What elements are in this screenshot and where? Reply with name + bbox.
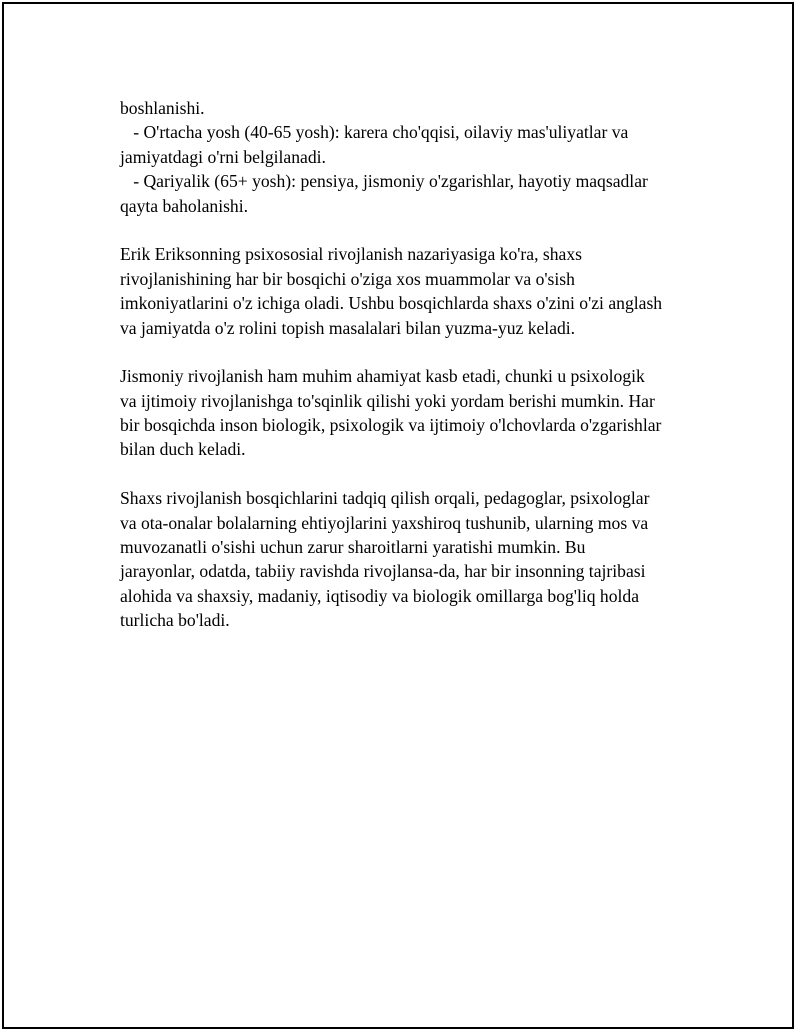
text-line: va ijtimoiy rivojlanishga to'sqinlik qilishi yoki yordam berishi mumkin. Har [120,390,655,411]
text-line: Erik Eriksonning psixososial rivojlanish nazariyasiga ko'ra, shaxs [120,244,582,265]
text-line: Shaxs rivojlanish bosqichlarini tadqiq qilish orqali, pedagoglar, psixologlar [120,488,650,509]
paragraph-gap [120,340,710,364]
text-line: bir bosqichda inson biologik, psixologik va ijtimoiy o'lchovlarda o'zgarishlar [120,415,662,436]
text-line: turlicha bo'ladi. [120,610,230,631]
page-frame [2,2,794,1029]
text-line: va jamiyatda o'z rolini topish masalalari bilan yuzma-yuz keladi. [120,317,576,338]
document-body [120,96,710,633]
text-line: Jismoniy rivojlanish ham muhim ahamiyat kasb etadi, chunki u psixologik [120,366,645,387]
text-line: qayta baholanishi. [120,195,249,216]
text-line: muvozanatli o'sishi uchun zarur sharoitlarni yaratishi mumkin. Bu [120,537,586,558]
text-line: bilan duch keladi. [120,439,246,460]
paragraph-gap [120,462,710,486]
text-line: boshlanishi. [120,98,205,118]
text-line: jamiyatdagi o'rni belgilanadi. [120,146,326,167]
paragraph-physical-development [120,364,710,462]
text-line: - Qariyalik (65+ yosh): pensiya, jismoniy o'zgarishlar, hayotiy maqsadlar [120,171,648,192]
text-line: imkoniyatlarini o'z ichiga oladi. Ushbu bosqichlarda shaxs o'zini o'zi anglash [120,293,663,314]
text-line: - O'rtacha yosh (40-65 yosh): karera cho'qqisi, oilaviy mas'uliyatlar va [120,122,629,143]
paragraph-life-stages [120,96,710,218]
text-line: va ota-onalar bolalarning ehtiyojlarini yaxshiroq tushunib, ularning mos va [120,512,649,533]
paragraph-erikson-theory [120,242,710,340]
paragraph-research-conclusion [120,486,710,632]
text-line: rivojlanishining har bir bosqichi o'ziga xos muammolar va o'sish [120,268,575,289]
text-line: alohida va shaxsiy, madaniy, iqtisodiy va biologik omillarga bog'liq holda [120,585,640,606]
paragraph-gap [120,218,710,242]
text-line: jarayonlar, odatda, tabiiy ravishda rivojlansa-da, har bir insonning tajribasi [120,561,646,582]
